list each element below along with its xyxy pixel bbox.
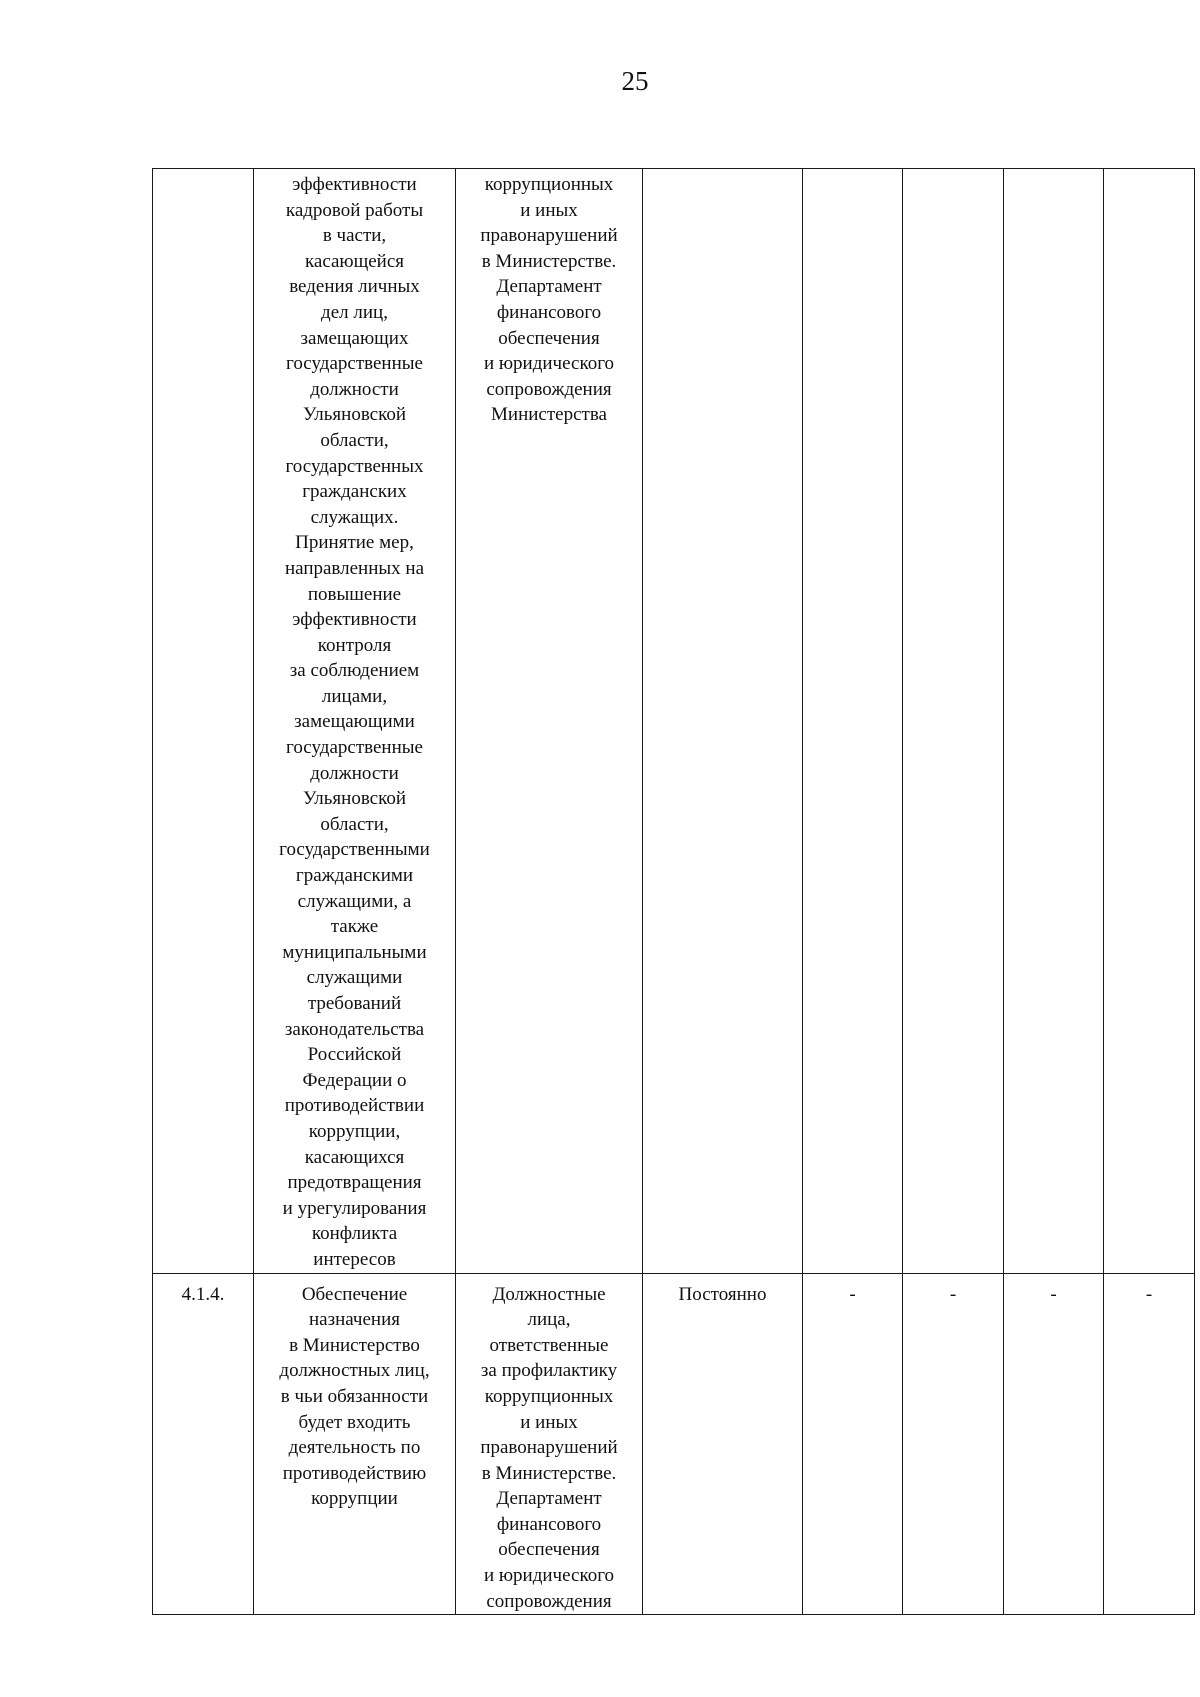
cell-col5 bbox=[803, 169, 903, 1274]
cell-measure: Обеспечение назначения в Министерство должностных лиц, в чьи обязанности будет входить деятельность по противодействию коррупции bbox=[254, 1273, 456, 1615]
cell-col6 bbox=[903, 169, 1004, 1274]
action-plan-table bbox=[152, 168, 1195, 1615]
cell-col8: - bbox=[1104, 1273, 1195, 1615]
page-number: 25 bbox=[621, 66, 649, 96]
cell-measure: эффективности кадровой работы в части, касающейся ведения личных дел лиц, замещающих государственные должности Ульяновской области, государственных гражданских служащих. Принятие мер, направленных на повышение эффективности контроля за соблюдением лицами, замещающими государственные должности Ульяновской области, государственными гражданскими служащими, а также муниципальными служащими требований законодательства Российской Федерации о противодействии коррупции, касающихся предотвращения и урегулирования конфликта интересов bbox=[254, 169, 456, 1274]
cell-term bbox=[643, 169, 803, 1274]
cell-col8 bbox=[1104, 169, 1195, 1274]
cell-col5: - bbox=[803, 1273, 903, 1615]
cell-number: 4.1.4. bbox=[153, 1273, 254, 1615]
table-row bbox=[153, 169, 1195, 1274]
cell-col7: - bbox=[1004, 1273, 1104, 1615]
cell-responsible: коррупционных и иных правонарушений в Министерстве. Департамент финансового обеспечения и юридического сопровождения Министерства bbox=[456, 169, 643, 1274]
cell-col7 bbox=[1004, 169, 1104, 1274]
cell-responsible: Должностные лица, ответственные за профилактику коррупционных и иных правонарушений в Министерстве. Департамент финансового обеспечения и юридического сопровождения bbox=[456, 1273, 643, 1615]
table-row bbox=[153, 1273, 1195, 1615]
cell-term: Постоянно bbox=[643, 1273, 803, 1615]
cell-col6: - bbox=[903, 1273, 1004, 1615]
cell-number bbox=[153, 169, 254, 1274]
